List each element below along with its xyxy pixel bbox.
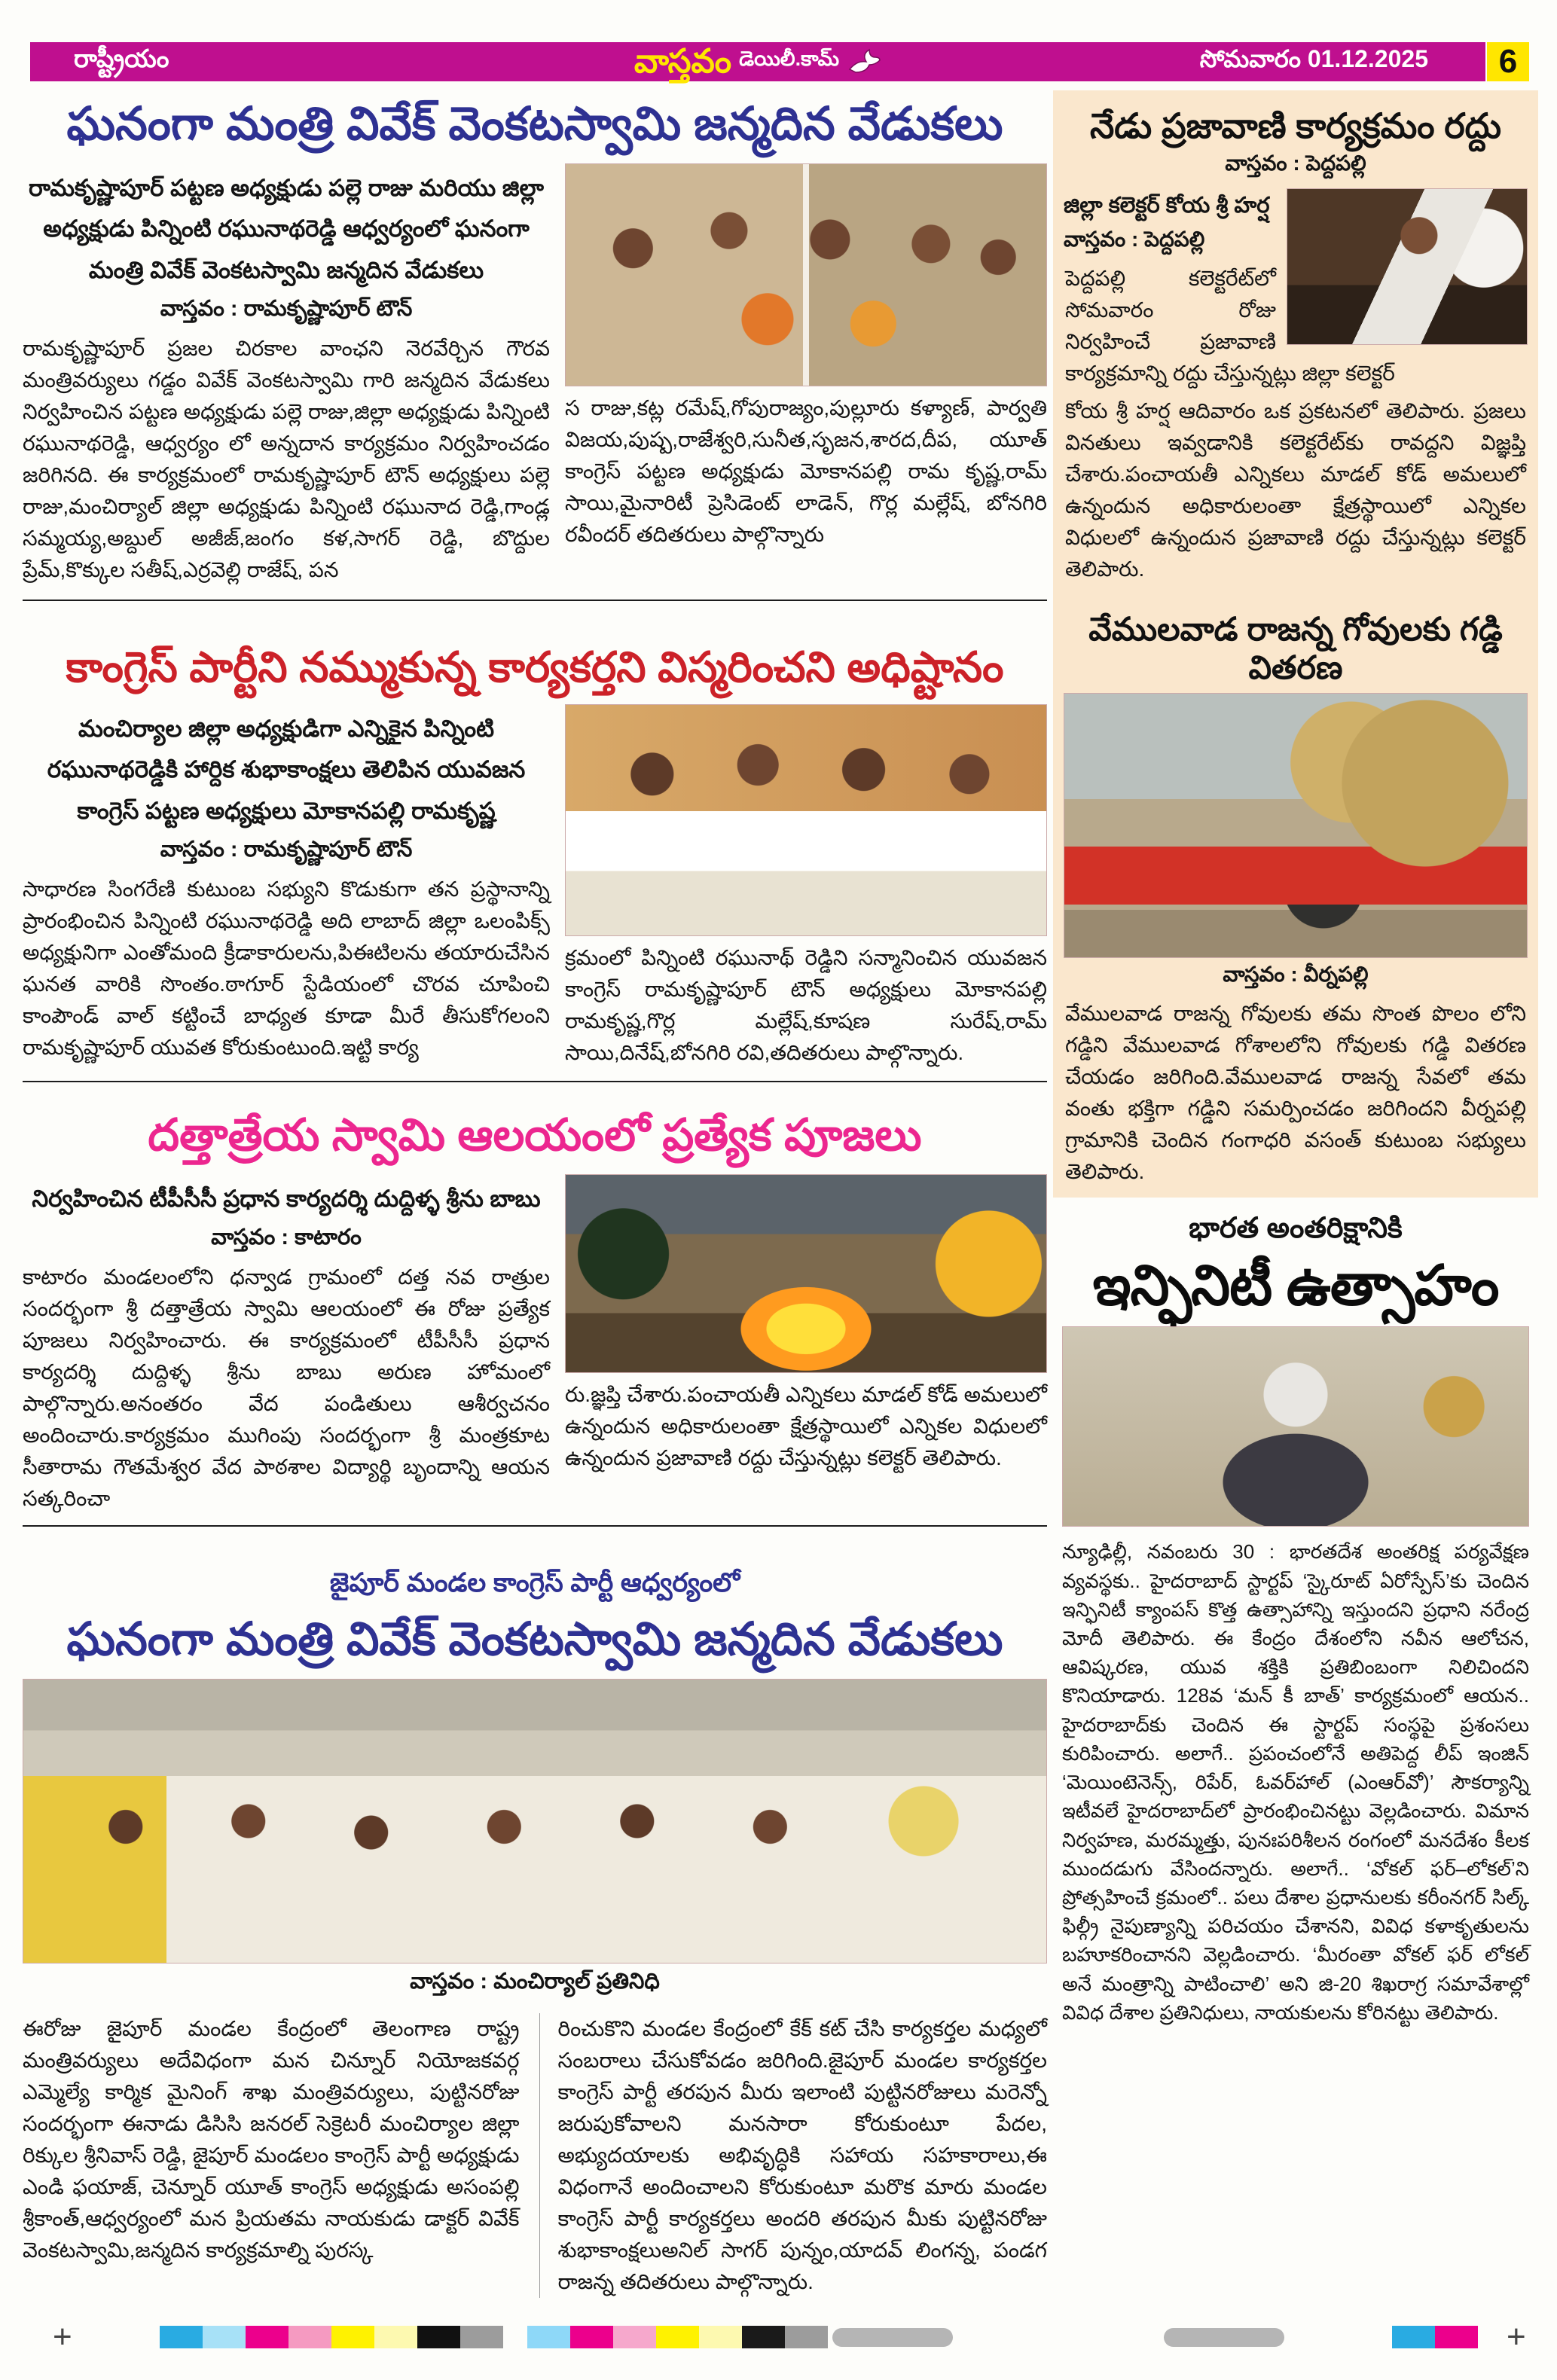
masthead-section-label: రాష్ట్రీయం <box>74 44 169 72</box>
article3-body-left: కాటారం మండలంలోని ధన్వాడ గ్రామంలో దత్త నవ రాత్రుల సందర్భంగా శ్రీ దత్తాత్రేయ స్వామి ఆలయంలో ఈ రోజు ప్రత్యేక పూజలు నిర్వహించారు. ఈ కార్యక్రమంలో టీపీసీసీ ప్రధాన కార్యదర్శి దుద్దిళ్ళ శ్రీను బాబు అరుణ హోమంలో పాల్గొన్నారు.అనంతరం వేద పండితులు ఆశీర్వచనం అందించారు.కార్యక్రమం ముగింపు సందర్భంగా శ్రీ మంత్రకూట సీతారామ గౌతమేశ్వర వేద పాఠశాల విద్యార్థి బృందాన్ని ఆయన సత్కరించా <box>23 1265 550 1511</box>
divider <box>23 1081 1047 1082</box>
article-dattatreya-temple-poojas <box>23 1109 1047 1527</box>
gray-pill-mark <box>1164 2328 1284 2347</box>
article1-body-left: రామకృష్ణాపూర్ ప్రజల చిరకాల వాంఛని నెరవేర్చిన గౌరవ మంత్రివర్యులు గడ్డం వివేక్ వెంకటస్వామి గారి జన్మదిన వేడుకలు నిర్వహించిన పట్టణ అధ్యక్షుడు పల్లె రాజు,జిల్లా అధ్యక్షుడు పిన్నింటి రఘునాథరెడ్డి, ఆధ్వర్యం లో అన్నదాన కార్యక్రమం నిర్వహించడం జరిగినది. ఈ కార్యక్రమంలో రామకృష్ణాపూర్ టౌన్ అధ్యక్షులు పల్లె రాజు,మంచిర్యాల్ జిల్లా అధ్యక్షుడు పిన్నింటి రఘునాద రెడ్డి,గాండ్ల సమ్మయ్య,అబ్దుల్ అజీజ్,జంగం కళ,సాగర్ రెడ్డి, బొద్దుల ప్రేమ్,కొక్కుల సతీష్,ఎర్రవెల్లి రాజేష్, పన <box>23 336 550 581</box>
article-minister-birthday-town <box>23 96 1047 601</box>
sidebar2-photo <box>1064 693 1528 958</box>
sidebar2-headline: వేములవాడ రాజన్న గోవులకు గడ్డి వితరణ <box>1088 611 1503 687</box>
article-minister-birthday-jaipur-mandal <box>23 1568 1047 2298</box>
article2-intro: మంచిర్యాల జిల్లా అధ్యక్షుడిగా ఎన్నికైన పిన్నింటి రఘునాథరెడ్డికి హార్దిక శుభాకాంక్షలు తెలిపిన యువజన కాంగ్రెస్ పట్టణ అధ్యక్షులు మోకానపల్లి రామకృష్ణ <box>47 716 526 824</box>
color-calibration-bar-right <box>1392 2326 1478 2348</box>
sidebar1-photo <box>1287 188 1528 345</box>
page-number: 6 <box>1487 42 1529 81</box>
article3-byline: వాస్తవం : కాటారం <box>211 1225 362 1250</box>
sidebar1-byline: వాస్తవం : పెద్దపల్లి <box>1225 151 1366 175</box>
article4-body-left: ఈరోజు జైపూర్ మండల కేంద్రంలో తెలంగాణ రాష్ట్ర మంత్రివర్యులు అదేవిధంగా మన చిన్నూర్ నియోజకవర్గ ఎమ్మెల్యే కార్మిక మైనింగ్ శాఖ మంత్రివర్యులు, పుట్టినరోజు సందర్భంగా ఈనాడు డిసిసి జనరల్ సెక్రెటరీ మంచిర్యాల జిల్లా రిక్కుల శ్రీనివాస్ రెడ్డి, జైపూర్ మండలం కాంగ్రెస్ పార్టీ అధ్యక్షుడు ఎండి ఫయాజ్, చెన్నూర్ యూత్ కాంగ్రెస్ అధ్యక్షుడు అసంపల్లి శ్రీకాంత్,ఆధ్వర్యంలో మన ప్రియతమ నాయకుడు డాక్టర్ వివేక్ వెంకటస్వామి,జన్మదిన కార్యక్రమాల్ని పురస్క <box>23 2017 520 2263</box>
sidebar2-caption: వాస్తవం : వీర్నపల్లి <box>1223 962 1369 986</box>
article2-byline: వాస్తవం : రామకృష్ణాపూర్ టౌన్ <box>160 837 413 862</box>
print-registration-strip <box>0 2318 1557 2355</box>
article3-body-right: రు.జ్ఞప్తి చేశారు.పంచాయతీ ఎన్నికలు మాడల్ కోడ్ అమలులో ఉన్నందున అధికారులంతా క్షేత్రస్థాయిలో ఎన్నికల విధులలో ఉన్నందున ప్రజావాణి రద్దు చేస్తున్నట్లు కలెక్టర్ తెలిపారు. <box>565 1382 1047 1469</box>
divider <box>23 1525 1047 1527</box>
article2-headline: కాంగ్రెస్ పార్టీని నమ్ముకున్న కార్యకర్తని విస్మరించని అధిష్టానం <box>66 643 1004 691</box>
article-congress-loyal-worker <box>23 642 1047 1082</box>
sidebar-article-grass-donation <box>1064 611 1528 1188</box>
sidebar-cream-panel <box>1053 90 1538 1198</box>
masthead-brand-suffix: డెయిలీ.కామ్ <box>739 47 840 70</box>
article1-body-right: స రాజు,కట్ల రమేష్,గోపురాజ్యం,పుల్లూరు కళ్యాణ్, పార్వతి విజయ,పుష్ప,రాజేశ్వరి,సునీత,సృజన,శారద,దీప, యూత్ కాంగ్రెస్ పట్టణ అధ్యక్షుడు మోకానపల్లి రామ కృష్ణ,రామ్ సాయి,మైనారిటీ ప్రెసిడెంట్ లాడెన్, గొర్ల మల్లేష్, బోనగిరి రవీందర్ తదితరులు పాల్గొన్నారు <box>565 396 1047 547</box>
sidebar3-kicker: భారత అంతరిక్షానికి <box>1189 1213 1403 1244</box>
article4-headline: ఘనంగా మంత్రి వివేక్ వెంకటస్వామి జన్మదిన వేడుకలు <box>66 1613 1003 1664</box>
article4-byline: వాస్తవం : మంచిర్యాల్ ప్రతినిధి <box>410 1970 660 1994</box>
color-calibration-bar-center <box>527 2326 828 2348</box>
article2-photo <box>565 704 1047 936</box>
article3-headline: దత్తాత్రేయ స్వామి ఆలయంలో ప్రత్యేక పూజలు <box>148 1110 922 1160</box>
sidebar3-photo <box>1062 1326 1529 1527</box>
dove-icon <box>847 47 881 77</box>
sidebar1-body-wrap: పెద్దపల్లి కలెక్టరేట్‌లో సోమవారం రోజు నిర్వహించే ప్రజావాణి కార్యక్రమాన్ని రద్దు చేస్తున్నట్లు జిల్లా కలెక్టర్ <box>1065 266 1395 385</box>
article3-intro: నిర్వహించిన టీపీసీసీ ప్రధాన కార్యదర్శి దుద్దిళ్ళ శ్రీను బాబు <box>32 1185 541 1212</box>
article1-intro: రామకృష్ణాపూర్ పట్టణ అధ్యక్షుడు పల్లె రాజు మరియు జిల్లా అధ్యక్షుడు పిన్నింటి రఘునాథరెడ్డి ఆధ్వర్యంలో ఘనంగా మంత్రి వివేక్ వెంకటస్వామి జన్మదిన వేడుకలు <box>29 175 544 283</box>
sidebar1-body: కోయ శ్రీ హర్ష ఆదివారం ఒక ప్రకటనలో తెలిపారు. ప్రజలు వినతులు ఇవ్వడానికి కలెక్టరేట్‌కు రావద్దని విజ్ఞప్తి చేశారు.పంచాయతీ ఎన్నికలు మాడల్ కోడ్ అమలులో ఉన్నందున అధికారులంతా క్షేత్రస్థాయిలో ఎన్నికల విధులలో ఉన్నందున ప్రజావాణి రద్దు చేస్తున్నట్లు కలెక్టర్ తెలిపారు. <box>1065 398 1526 581</box>
registration-cross-left: + <box>53 2318 72 2355</box>
article1-headline: ఘనంగా మంత్రి వివేక్ వెంకటస్వామి జన్మదిన వేడుకలు <box>66 98 1003 149</box>
sidebar3-body: న్యూఢిల్లీ, నవంబరు 30 : భారతదేశ అంతరిక్ష పర్యవేక్షణ వ్యవస్థకు.. హైదరాబాద్ స్టార్టప్ ‘స్కైరూట్ ఏరోస్పేస్’కు చెందిన ఇన్ఫినిటీ క్యాంపస్ కొత్త ఉత్సాహాన్ని ఇస్తుందని ప్రధాని నరేంద్ర మోదీ తెలిపారు. ఈ కేంద్రం దేశంలోని నవీన ఆలోచన, ఆవిష్కరణ, యువ శక్తికి ప్రతిబింబంగా నిలిచిందని కొనియాడారు. 128వ ‘మన్ కీ బాత్’ కార్యక్రమంలో ఆయన.. హైదరాబాద్‌కు చెందిన ఈ స్టార్టప్ సంస్థపై ప్రశంసలు కురిపించారు. అలాగే.. ప్రపంచంలోనే అతిపెద్ద లీప్ ఇంజిన్ ‘మెయింటెనెన్స్, రిపేర్, ఓవర్‌హాల్ (ఎంఆర్‌వో)’ సౌకర్యాన్ని ఇటీవలే హైదరాబాద్‌లో ప్రారంభించినట్టు వెల్లడించారు. విమాన నిర్వహణ, మరమ్మత్తు, పునఃపరిశీలన రంగంలో మనదేశం కీలక ముందడుగు వేసిందన్నారు. అలాగే.. ‘వోకల్ ఫర్–లోకల్’ని ప్రోత్సహించే క్రమంలో.. పలు దేశాల ప్రధానులకు కరీంనగర్ సిల్క్ ఫిల్గ్రీ నైపుణ్యాన్ని పరిచయం చేశానని, వివిధ కళాకృతులను బహూకరించానని వెల్లడించారు. ‘మీరంతా వోకల్ ఫర్ లోకల్ అనే మంత్రాన్ని పాటించాలి’ అని జి-20 శిఖరాగ్ర సమావేశాల్లో వివిధ దేశాల ప్రతినిధులు, నాయకులను కోరినట్టు తెలిపారు. <box>1062 1540 1529 2024</box>
sidebar-article-prajavani-cancelled <box>1064 105 1528 585</box>
masthead <box>30 42 1485 81</box>
sidebar3-headline: ఇన్ఫినిటీ ఉత్సాహం <box>1092 1254 1499 1317</box>
article4-body-right: రించుకొని మండల కేంద్రంలో కేక్ కట్ చేసి కార్యకర్తల మధ్యలో సంబరాలు చేసుకోవడం జరిగింది.జైపూర్ మండల కార్యకర్తల కాంగ్రెస్ పార్టీ తరపున మీరు ఇలాంటి పుట్టినరోజులు మరెన్నో జరుపుకోవాలని మనసారా కోరుకుంటూ పేదల, అభ్యుదయాలకు అభివృద్ధికి సహాయ సహకారాలు,ఈ విధంగానే అందించాలని కోరుకుంటూ మరొక మారు మండల కాంగ్రెస్ పార్టీ కార్యకర్తలు అందరి తరపున మీకు పుట్టినరోజు శుభాకాంక్షలుఅనిల్ సాగర్ పున్నం,యాదవ్ లింగన్న, పండగ రాజన్న తదితరులు పాల్గొన్నారు. <box>539 2013 1048 2298</box>
color-calibration-bar-left <box>160 2326 503 2348</box>
article4-kicker: జైపూర్ మండల కాంగ్రెస్ పార్టీ ఆధ్వర్యంలో <box>329 1568 740 1597</box>
article1-photo <box>565 163 1047 386</box>
article2-body-right: క్రమంలో పిన్నింటి రఘునాథ్ రెడ్డిని సన్మానించిన యువజన కాంగ్రెస్ రామకృష్ణాపూర్ టౌన్ అధ్యక్షులు మోకానపల్లి రామకృష్ణ,గొర్ల మల్లేష్,కూషణ సురేష్,రామ్ సాయి,దినేష్,బోనగిరి రవి,తదితరులు పాల్గొన్నారు. <box>565 946 1047 1065</box>
gray-pill-mark <box>832 2328 953 2347</box>
divider <box>23 600 1047 601</box>
sidebar1-headline: నేడు ప్రజావాణి కార్యక్రమం రద్దు <box>1089 106 1502 145</box>
article4-photo <box>23 1679 1047 1964</box>
article1-byline: వాస్తవం : రామకృష్ణాపూర్ టౌన్ <box>160 296 413 321</box>
sidebar-article-infinity-space <box>1062 1213 1529 2027</box>
sidebar2-body: వేములవాడ రాజన్న గోవులకు తమ సొంత పొలం లోని గడ్డిని వేములవాడ గోశాలలోని గోవులకు గడ్డి వితరణ చేయడం జరిగింది.వేములవాడ రాజన్న సేవలో తమ వంతు భక్తిగా గడ్డిని సమర్పించడం జరిగిందని వీర్నపల్లి గ్రామానికి చెందిన గంగాధరి వసంత్ కుటుంబ సభ్యులు తెలిపారు. <box>1065 1001 1526 1183</box>
registration-cross-right: + <box>1507 2318 1526 2355</box>
masthead-date: సోమవారం 01.12.2025 <box>1199 44 1428 72</box>
article3-photo <box>565 1174 1047 1373</box>
sidebar1-lead: జిల్లా కలెక్టర్ కోయ శ్రీ హర్ష <box>1064 194 1270 218</box>
masthead-brand: వాస్తవం <box>633 43 732 80</box>
sidebar-white-panel <box>1053 1204 1538 2054</box>
article2-body-left: సాధారణ సింగరేణి కుటుంబ సభ్యుని కొడుకుగా తన ప్రస్థానాన్ని ప్రారంభించిన పిన్నింటి రఘునాథరెడ్డి అది లాబాద్ జిల్లా ఒలంపిక్స్ అధ్యక్షునిగా ఎంతోమంది క్రీడాకారులను,పిఈటిలను తయారుచేసిన ఘనత వారికి సొంతం.ఠాగూర్ స్టేడియంలో చొరవ చూపించి కాంపౌండ్ వాల్ కట్టించే బాధ్యత కూడా మీరే తీసుకోగలంని రామకృష్ణాపూర్ యువత కోరుకుంటుంది.ఇట్టి కార్య <box>23 877 550 1059</box>
sidebar1-byline2: వాస్తవం : పెద్దపల్లి <box>1064 227 1205 251</box>
